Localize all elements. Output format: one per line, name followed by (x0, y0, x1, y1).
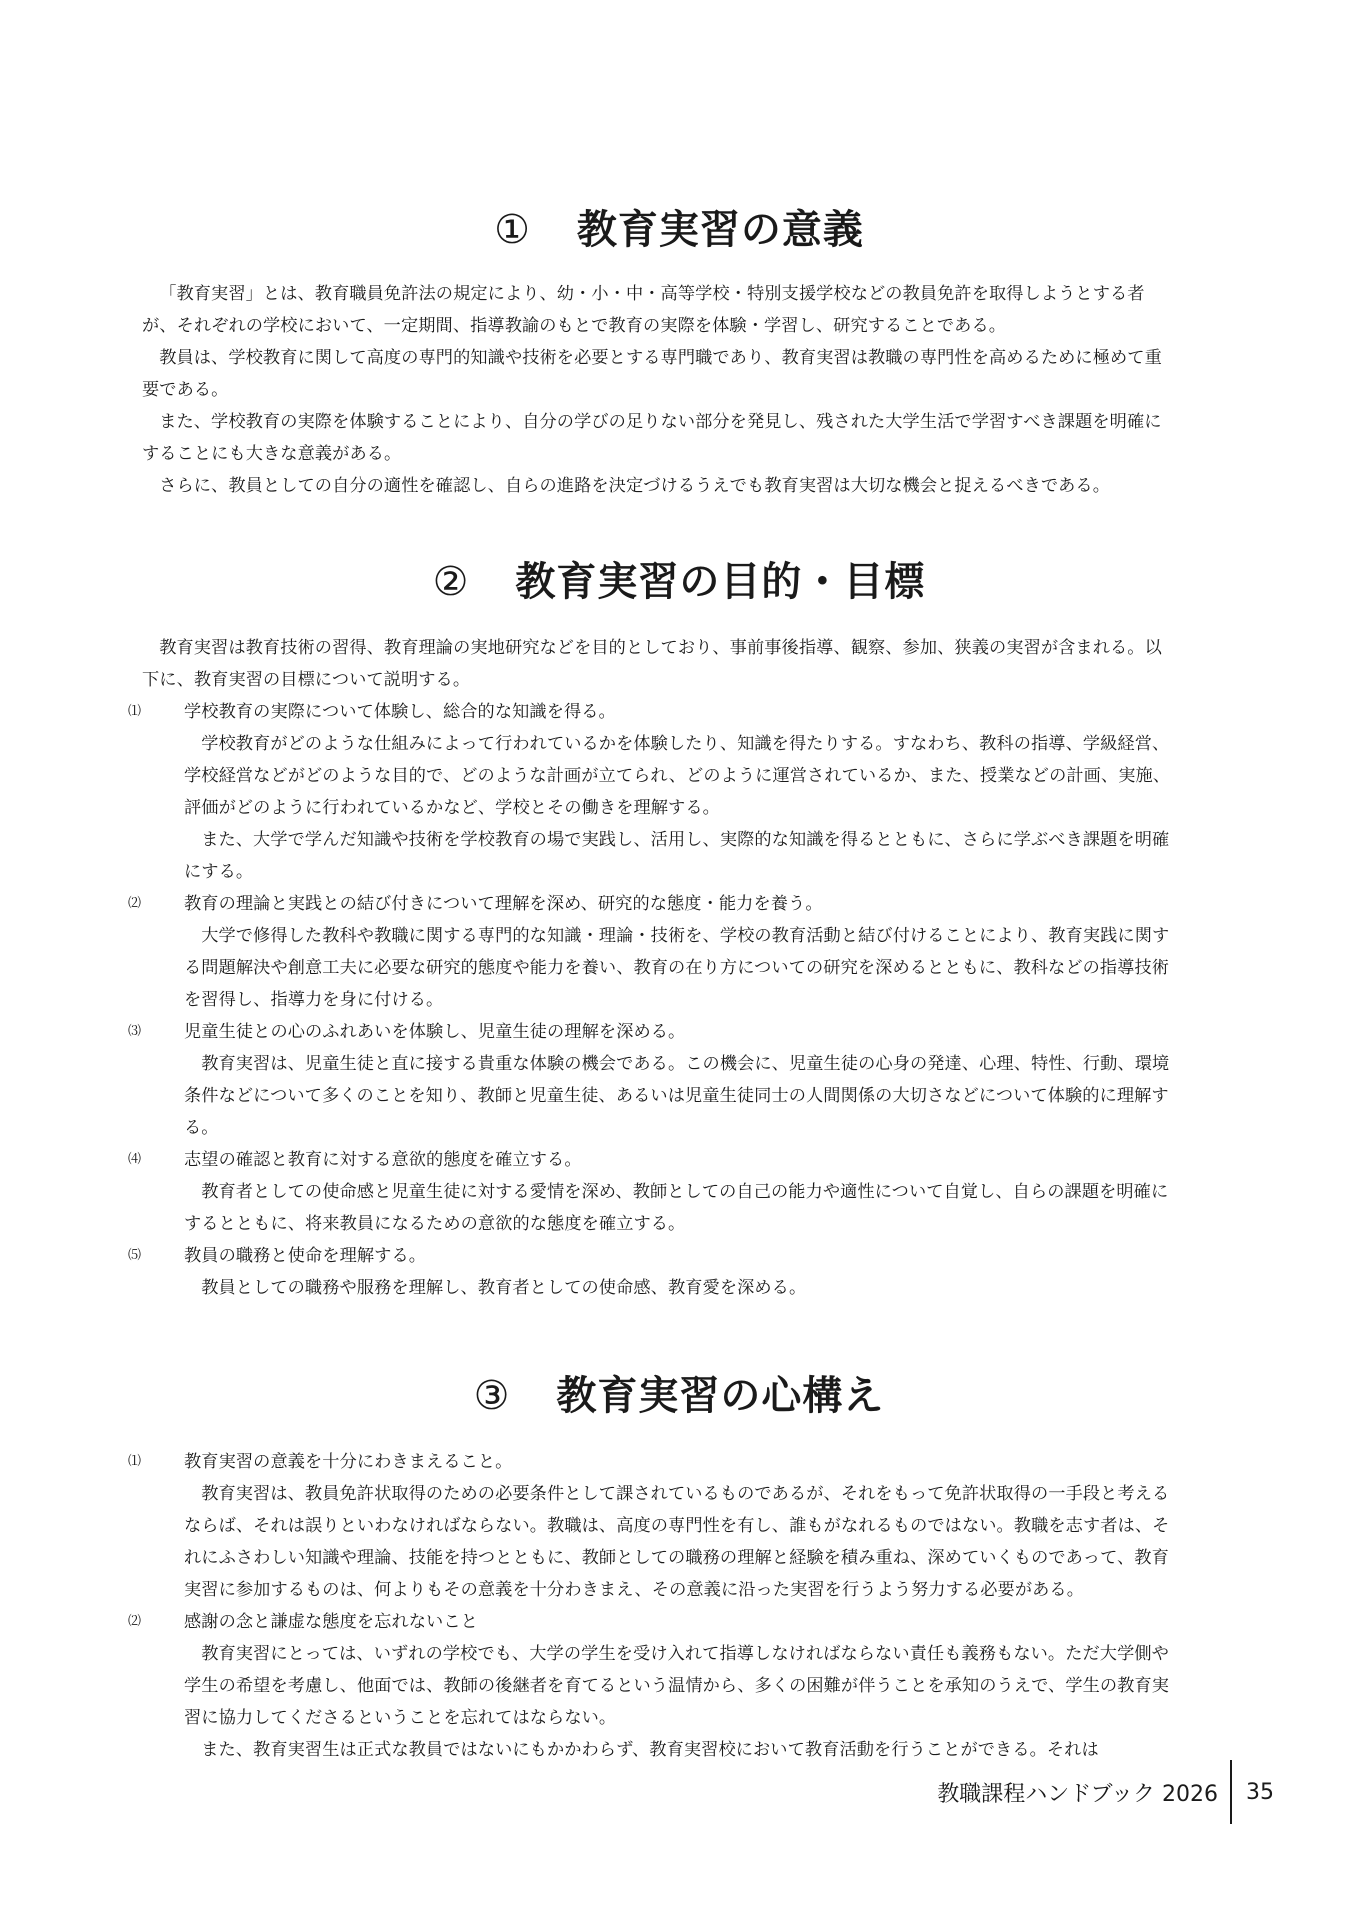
item-marker: ⑶ (128, 1024, 142, 1039)
list-item-heading (128, 1144, 1178, 1176)
list-item-heading (128, 1240, 1178, 1272)
list-item-heading (128, 1016, 1178, 1048)
list-item-heading (128, 1606, 1178, 1638)
paragraph: 「教育実習」とは、教育職員免許法の規定により、幼・小・中・高等学校・特別支援学校などの教員免許を取得しようとする者が、それぞれの学校において、一定期間、指導教諭のもとで教育の実際を体験・学習し、研究することである。 (142, 284, 1145, 336)
item-marker: ⑸ (128, 1248, 142, 1263)
list-item-heading (128, 696, 1178, 728)
item-heading-text: 志望の確認と教育に対する意欲的態度を確立する。 (184, 1150, 582, 1170)
item-paragraph: 教育実習は、児童生徒と直に接する貴重な体験の機会である。この機会に、児童生徒の心身の発達、心理、特性、行動、環境条件などについて多くのことを知り、教師と児童生徒、あるいは児童生徒同士の人間関係の大切さなどについて体験的に理解する。 (184, 1054, 1170, 1138)
item-paragraph: 学校教育がどのような仕組みによって行われているかを体験したり、知識を得たりする。すなわち、教科の指導、学級経営、学校経営などがどのような目的で、どのような計画が立てられ、どのように運営されているか、また、授業などの計画、実施、評価がどのように行われているかなど、学校とその働きを理解する。 (184, 734, 1171, 818)
item-heading-text: 感謝の念と謙虚な態度を忘れないこと (184, 1612, 478, 1632)
item-marker: ⑵ (128, 896, 142, 911)
item-paragraph: 教育者としての使命感と児童生徒に対する愛情を深め、教師としての自己の能力や適性について自覚し、自らの課題を明確にするとともに、将来教員になるための意欲的な態度を確立する。 (184, 1182, 1169, 1234)
paragraph: また、学校教育の実際を体験することにより、自分の学びの足りない部分を発見し、残された大学生活で学習すべき課題を明確にすることにも大きな意義がある。 (142, 412, 1162, 464)
item-heading-text: 教育実習の意義を十分にわきまえること。 (184, 1452, 513, 1472)
section-2-title: 教育実習の目的・目標 (515, 559, 926, 605)
section-1-number: ① (494, 207, 531, 253)
section-2-number: ② (432, 559, 470, 605)
item-marker: ⑴ (128, 704, 142, 719)
item-heading-text: 児童生徒との心のふれあいを体験し、児童生徒の理解を深める。 (184, 1022, 686, 1042)
section-1-heading (0, 204, 1358, 256)
item-paragraph: また、教育実習生は正式な教員ではないにもかかわらず、教育実習校において教育活動を行うことができる。それは (201, 1740, 1099, 1760)
item-heading-text: 教育の理論と実践との結び付きについて理解を深め、研究的な態度・能力を養う。 (184, 894, 823, 914)
list-item-heading (128, 1446, 1178, 1478)
item-paragraph: 大学で修得した教科や教職に関する専門的な知識・理論・技術を、学校の教育活動と結び付けることにより、教育実践に関する問題解決や創意工夫に必要な研究的態度や能力を養い、教育の在り方についての研究を深めるとともに、教科などの指導技術を習得し、指導力を身に付ける。 (184, 926, 1170, 1010)
item-marker: ⑷ (128, 1152, 142, 1167)
intro-paragraph: 教育実習は教育技術の習得、教育理論の実地研究などを目的としており、事前事後指導、観察、参加、狭義の実習が含まれる。以下に、教育実習の目標について説明する。 (142, 638, 1162, 690)
section-2-heading (0, 556, 1358, 608)
section-3-heading (0, 1370, 1358, 1422)
footer-divider (1230, 1760, 1232, 1824)
item-paragraph: また、大学で学んだ知識や技術を学校教育の場で実践し、活用し、実際的な知識を得るとともに、さらに学ぶべき課題を明確にする。 (184, 830, 1170, 882)
section-3-body (128, 1446, 1178, 1766)
item-paragraph: 教育実習は、教員免許状取得のための必要条件として課されているものであるが、それをもって免許状取得の一手段と考えるならば、それは誤りといわなければならない。教職は、高度の専門性を有し、誰もがなれるものではない。教職を志す者は、それにふさわしい知識や理論、技能を持つとともに、教師としての職務の理解と経験を積み重ね、深めていくものであって、教育実習に参加するものは、何よりもその意義を十分わきまえ、その意義に沿った実習を行うよう努力する必要がある。 (184, 1484, 1170, 1600)
paragraph: 教員は、学校教育に関して高度の専門的知識や技術を必要とする専門職であり、教育実習は教職の専門性を高めるために極めて重要である。 (142, 348, 1162, 400)
section-2-body (128, 632, 1178, 1304)
item-heading-text: 教員の職務と使命を理解する。 (184, 1246, 427, 1266)
section-1-title: 教育実習の意義 (576, 207, 864, 253)
item-marker: ⑴ (128, 1454, 142, 1469)
section-3-title: 教育実習の心構え (556, 1373, 885, 1419)
paragraph: さらに、教員としての自分の適性を確認し、自らの進路を決定づけるうえでも教育実習は大切な機会と捉えるべきである。 (159, 476, 1111, 496)
item-marker: ⑵ (128, 1614, 142, 1629)
item-paragraph: 教員としての職務や服務を理解し、教育者としての使命感、教育愛を深める。 (201, 1278, 807, 1298)
item-heading-text: 学校教育の実際について体験し、総合的な知識を得る。 (184, 702, 616, 722)
list-item-heading (128, 888, 1178, 920)
item-paragraph: 教育実習にとっては、いずれの学校でも、大学の学生を受け入れて指導しなければならない責任も義務もない。ただ大学側や学生の希望を考慮し、他面では、教師の後継者を育てるという温情から、多くの困難が伴うことを承知のうえで、学生の教育実習に協力してくださるということを忘れてはならない。 (184, 1644, 1170, 1728)
section-1-body (142, 278, 1178, 502)
section-3-number: ③ (473, 1373, 511, 1419)
footer-title: 教職課程ハンドブック 2026 (937, 1781, 1218, 1807)
page-number: 35 (1246, 1779, 1274, 1805)
page-footer (937, 1772, 1274, 1812)
